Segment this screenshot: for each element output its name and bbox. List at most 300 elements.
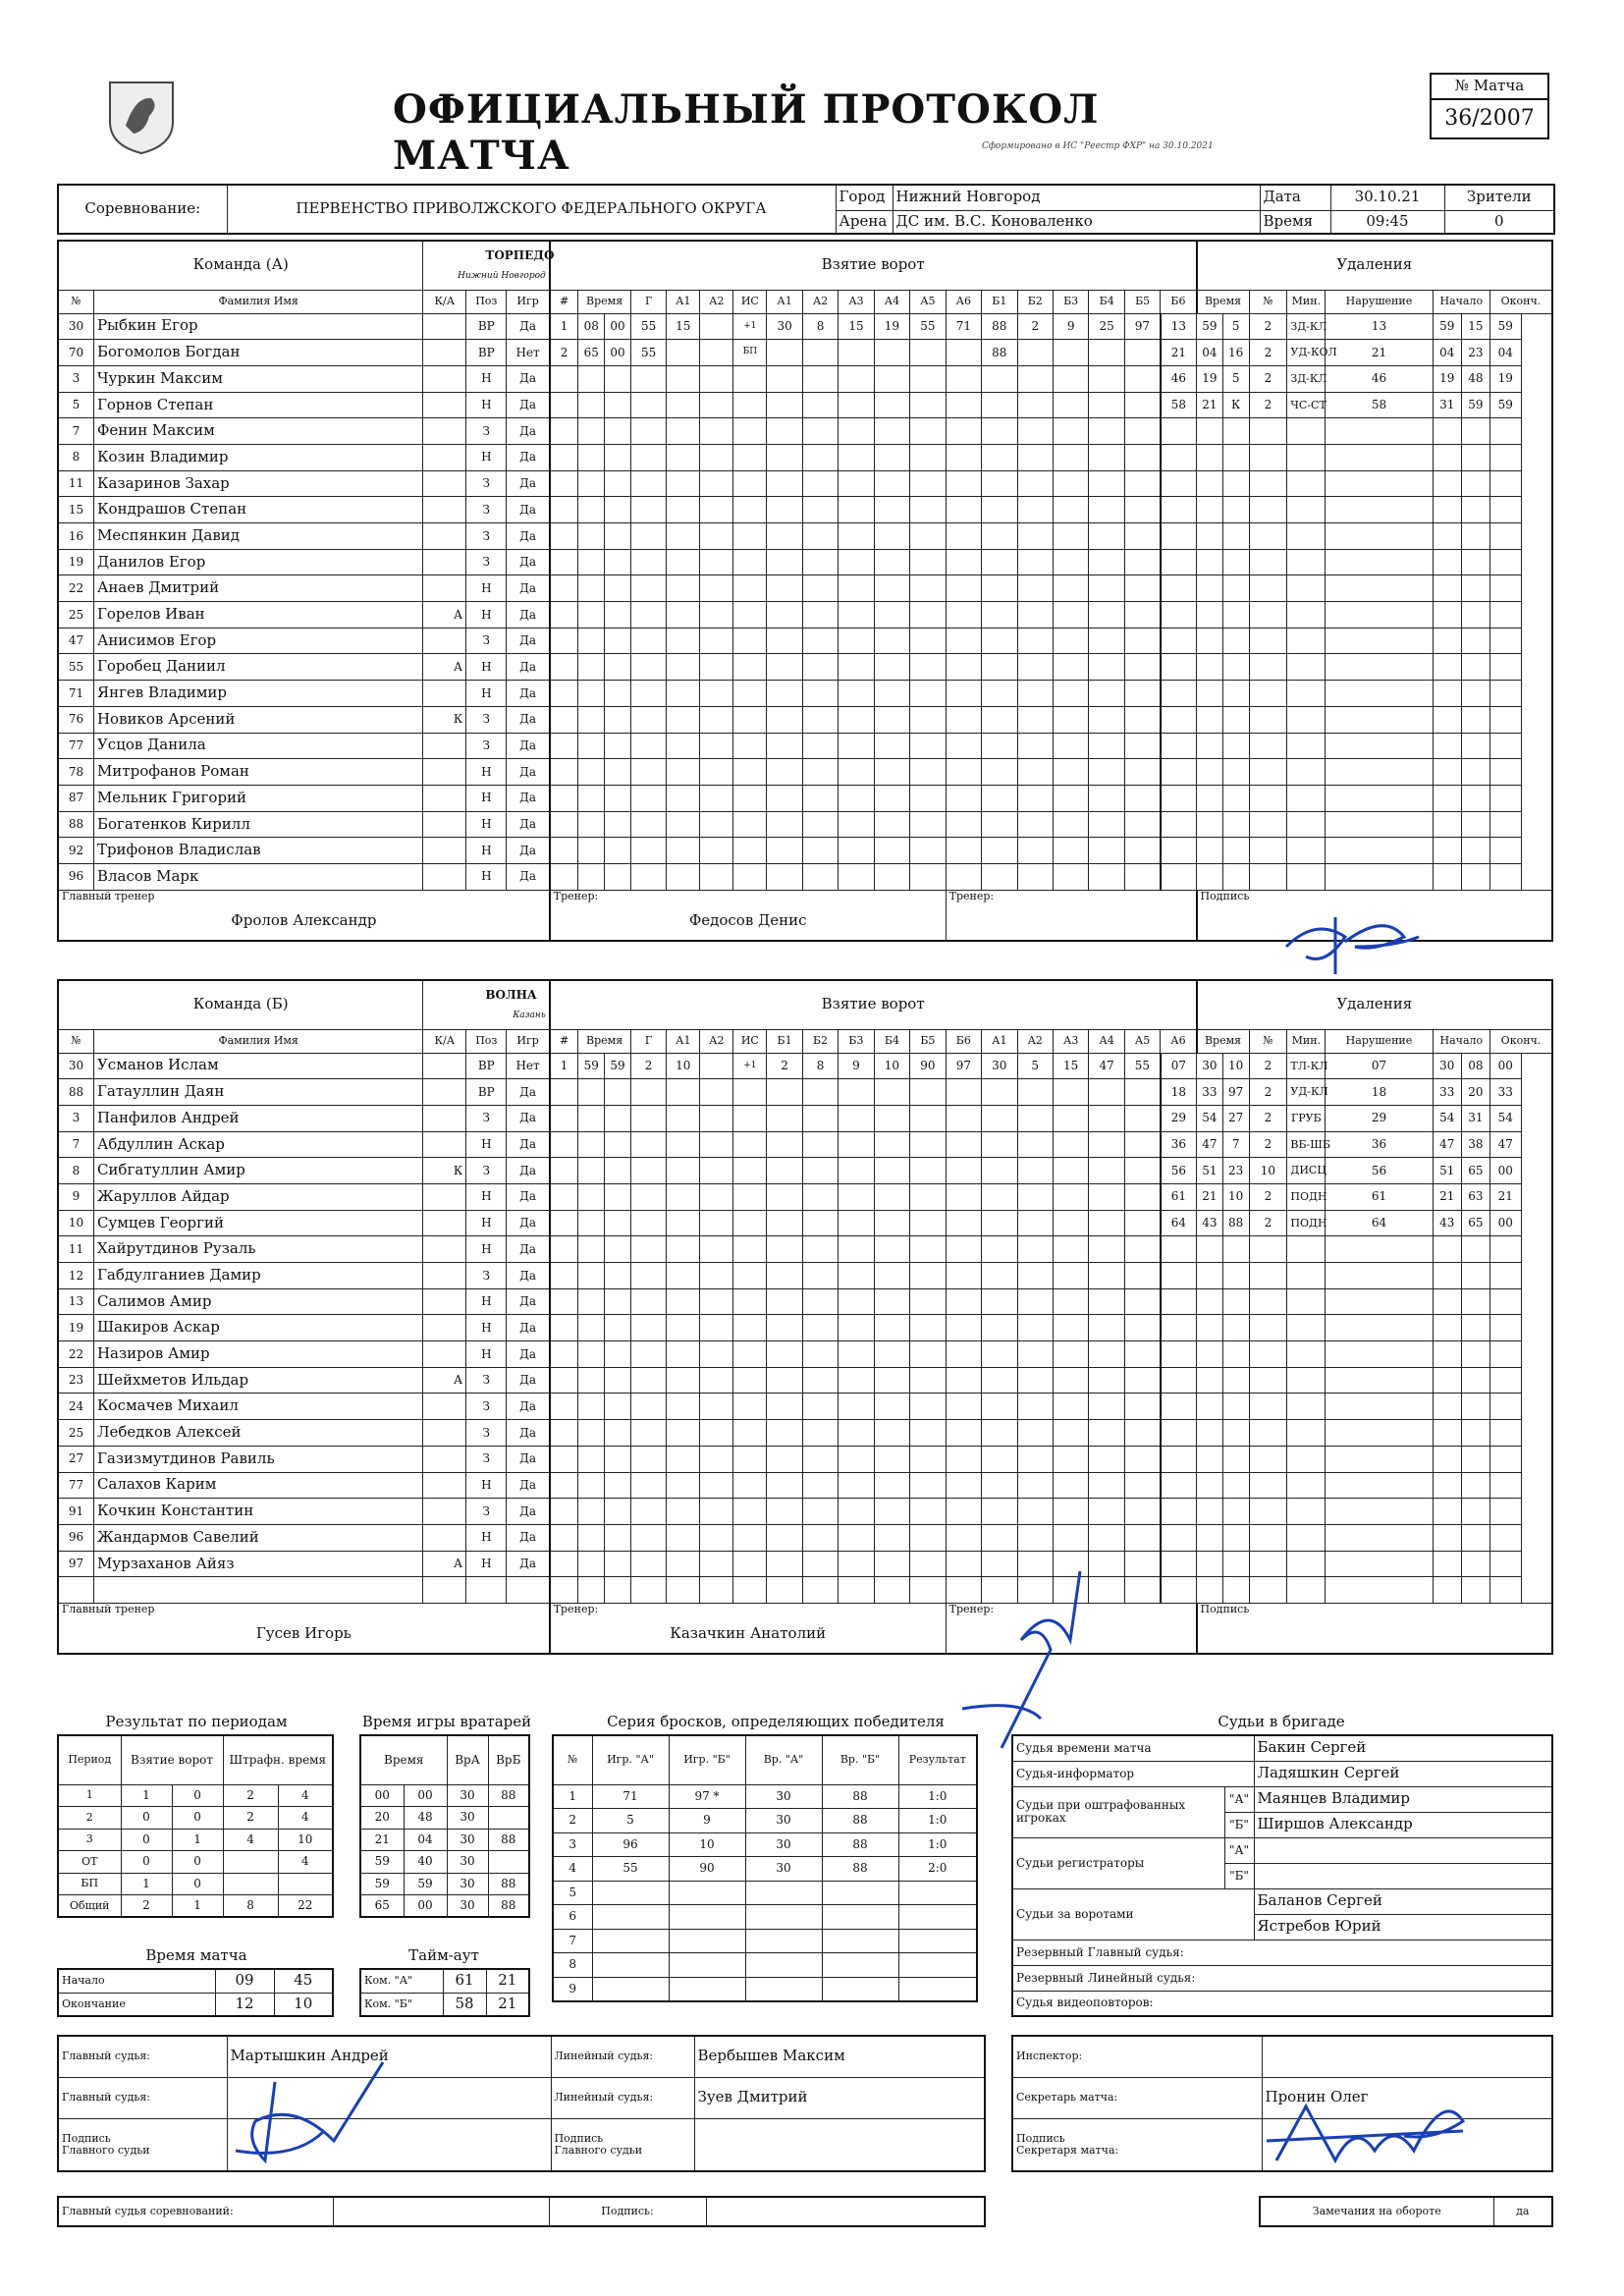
teamB-pen12-6	[1433, 1367, 1461, 1394]
teamA-g14-17	[1124, 681, 1160, 707]
gk-2-1: 04	[404, 1829, 447, 1851]
teamA-g16-4	[667, 733, 700, 759]
teamA-pen0-6: 59	[1433, 313, 1461, 340]
teamA-g17-16	[1089, 759, 1124, 786]
teamA-pen15-0	[1161, 706, 1197, 733]
teamA-g19-14	[1017, 811, 1053, 838]
teamA-g4-15	[1053, 418, 1088, 445]
teamA-g0-4: 15	[667, 313, 700, 340]
teamA-g6-9	[839, 470, 874, 497]
teamB-g16-15	[1053, 1472, 1088, 1499]
teamB-g10-10	[874, 1315, 909, 1341]
teamA-g0-6: +1	[733, 313, 767, 340]
teamB-g19-17	[1124, 1551, 1160, 1577]
teamA-g19-2	[605, 811, 631, 838]
teamA-p14-name: Янгев Владимир	[93, 681, 422, 707]
teamB-g5-5	[700, 1183, 733, 1210]
teamA-g4-9	[839, 418, 874, 445]
teamB-pen10-1	[1197, 1315, 1223, 1341]
teamA-pen19-1	[1197, 811, 1223, 838]
teamA-p10-num: 22	[58, 575, 93, 602]
table-row	[58, 628, 1552, 654]
shootout-1-2: 9	[669, 1809, 745, 1833]
teamA-g18-6	[733, 785, 767, 811]
teamB-pen5-0: 61	[1161, 1183, 1197, 1210]
teamB-pen14-8	[1489, 1420, 1521, 1447]
teamB-p1-num: 88	[58, 1079, 93, 1106]
teamA-g1-13: 88	[982, 340, 1017, 366]
teamB-g8-2	[605, 1263, 631, 1289]
teamB-pen1-6: 33	[1433, 1079, 1461, 1106]
teamB-p0-pos: ВР	[466, 1053, 507, 1079]
teamA-g13-17	[1124, 654, 1160, 681]
teamA-g5-13	[982, 444, 1017, 470]
teamB-g11-1	[578, 1341, 605, 1368]
teamB-pen14-6	[1433, 1420, 1461, 1447]
shootout-1-4: 88	[822, 1809, 898, 1833]
teamB-pen16-5	[1326, 1472, 1433, 1499]
table-row	[58, 1551, 1552, 1577]
gk-3-2: 30	[447, 1851, 488, 1874]
teamB-g9-10	[874, 1288, 909, 1315]
shootout-2-4: 88	[822, 1832, 898, 1857]
teamA-g12-10	[874, 628, 909, 654]
teamA-p13-igr: Да	[507, 654, 550, 681]
teamA-g18-1	[578, 785, 605, 811]
teamA-g2-15	[1053, 365, 1088, 392]
teamA-g15-15	[1053, 706, 1088, 733]
teamA-g21-17	[1124, 863, 1160, 890]
teamA-g13-15	[1053, 654, 1088, 681]
teamA-g13-6	[733, 654, 767, 681]
teamA-g9-11	[910, 549, 946, 575]
teamB-pen0-8: 00	[1489, 1053, 1521, 1079]
teamA-g19-8	[802, 811, 838, 838]
teamA-g4-13	[982, 418, 1017, 445]
teamB-h-oc11: А6	[1161, 1029, 1197, 1053]
periods-h-period: Период	[58, 1735, 121, 1784]
teamA-g16-16	[1089, 733, 1124, 759]
teamB-g11-14	[1017, 1341, 1053, 1368]
shootout-3-0: 4	[553, 1857, 592, 1882]
table-row	[58, 1499, 1552, 1525]
timeout-b-s: 21	[486, 1993, 529, 2016]
gk-5-3: 88	[488, 1895, 529, 1918]
teamA-g0-17: 97	[1124, 313, 1160, 340]
teamA-g9-2	[605, 549, 631, 575]
teamA-g20-15	[1053, 838, 1088, 864]
teamB-p15-pos: З	[466, 1446, 507, 1472]
teamA-h-p0: Время	[1197, 290, 1249, 313]
shootout-h-3: Вр. "А"	[745, 1735, 822, 1784]
teamA-h-oc8: Б3	[1053, 290, 1088, 313]
teamB-pen10-4	[1287, 1315, 1326, 1341]
teamA-g12-17	[1124, 628, 1160, 654]
teamA-g7-11	[910, 497, 946, 523]
teamB-p18-name: Жандармов Савелий	[93, 1524, 422, 1551]
teamB-g12-6	[733, 1367, 767, 1394]
teamB-pen20-4	[1287, 1577, 1326, 1604]
teamB-g7-7	[767, 1236, 802, 1263]
teamA-g15-13	[982, 706, 1017, 733]
teamA-g19-13	[982, 811, 1017, 838]
teamA-g21-15	[1053, 863, 1088, 890]
teamB-pen2-7: 31	[1461, 1105, 1489, 1131]
teamA-g7-17	[1124, 497, 1160, 523]
teamB-g6-9	[839, 1210, 874, 1236]
teamB-pen6-6: 43	[1433, 1210, 1461, 1236]
teamB-p12-igr: Да	[507, 1367, 550, 1394]
period-0-4: 4	[278, 1784, 333, 1807]
table-row	[553, 1857, 977, 1882]
teamA-p4-num: 7	[58, 418, 93, 445]
teamB-g18-17	[1124, 1524, 1160, 1551]
teamA-g18-15	[1053, 785, 1088, 811]
teamA-g9-9	[839, 549, 874, 575]
teamB-g13-17	[1124, 1394, 1160, 1420]
teamA-p15-name: Новиков Арсений	[93, 706, 422, 733]
teamA-pen14-7	[1461, 681, 1489, 707]
teamA-g21-1	[578, 863, 605, 890]
teamB-pen13-7	[1461, 1394, 1489, 1420]
teamA-pen6-4	[1287, 470, 1326, 497]
teamB-g2-6	[733, 1105, 767, 1131]
teamA-p7-pos: З	[466, 497, 507, 523]
main-ref-sign-2	[694, 2118, 985, 2171]
teamA-pen9-6	[1433, 549, 1461, 575]
teamB-pen7-7	[1461, 1236, 1489, 1263]
teamA-p18-num: 87	[58, 785, 93, 811]
teamB-g6-3	[630, 1210, 666, 1236]
teamB-g3-5	[700, 1131, 733, 1158]
teamA-g9-15	[1053, 549, 1088, 575]
teamB-h-oc8: А3	[1053, 1029, 1088, 1053]
shootout-6-3	[745, 1929, 822, 1953]
teamB-g6-0	[550, 1210, 578, 1236]
teamA-g8-5	[700, 523, 733, 550]
teamB-pen12-1	[1197, 1367, 1223, 1394]
gk-0-3: 88	[488, 1784, 529, 1807]
teamA-g9-3	[630, 549, 666, 575]
teamB-h-g2: Г	[630, 1029, 666, 1053]
teamB-g5-14	[1017, 1183, 1053, 1210]
teamB-pen11-7	[1461, 1341, 1489, 1368]
shootout-8-4	[822, 1977, 898, 2001]
secretary: Пронин Олег	[1262, 2077, 1552, 2118]
teamB-p7-num: 11	[58, 1236, 93, 1263]
teamB-g20-1	[578, 1577, 605, 1604]
teamB-pen7-2	[1222, 1236, 1249, 1263]
teamB-g13-0	[550, 1394, 578, 1420]
teamB-pen14-1	[1197, 1420, 1223, 1447]
teamA-pen10-3	[1249, 575, 1287, 602]
teamA-pen2-2: 5	[1222, 365, 1249, 392]
teamA-p9-name: Данилов Егор	[93, 549, 422, 575]
teamA-g8-7	[767, 523, 802, 550]
teamA-pen13-5	[1326, 654, 1433, 681]
teamA-g3-11	[910, 392, 946, 418]
teamA-name	[423, 241, 555, 290]
shootout-0-4: 88	[822, 1784, 898, 1809]
teamA-p16-name: Усцов Данила	[93, 733, 422, 759]
match-number: 36/2007	[1431, 99, 1548, 138]
teamB-p15-igr: Да	[507, 1446, 550, 1472]
teamB-g12-3	[630, 1367, 666, 1394]
teamA-g7-15	[1053, 497, 1088, 523]
teamA-p12-ka	[423, 628, 466, 654]
teamA-pen14-4	[1287, 681, 1326, 707]
teamA-p10-pos: Н	[466, 575, 507, 602]
teamA-h-oc0: А1	[767, 290, 802, 313]
teamA-pen9-0	[1161, 549, 1197, 575]
teamA-g1-6: БП	[733, 340, 767, 366]
teamB-sign-label: Подпись	[1200, 1602, 1250, 1615]
teamB-h-p0: Время	[1197, 1029, 1249, 1053]
penbox-b-tag: "Б"	[1224, 1812, 1254, 1837]
teamA-pen15-5	[1326, 706, 1433, 733]
teamB-pen16-2	[1222, 1472, 1249, 1499]
gk-2-0: 21	[360, 1829, 404, 1851]
teamB-p20-name	[93, 1577, 422, 1604]
teamB-pen1-4: УД-КЛ	[1287, 1079, 1326, 1106]
teamB-pen7-1	[1197, 1236, 1223, 1263]
teamA-p15-pos: З	[466, 706, 507, 733]
teamA-g11-11	[910, 602, 946, 629]
shootout-8-1	[592, 1977, 669, 2001]
periods-table	[57, 1734, 334, 1918]
teamB-g0-17: 55	[1124, 1053, 1160, 1079]
teamB-g14-16	[1089, 1420, 1124, 1447]
teamB-g5-10	[874, 1183, 909, 1210]
teamB-g10-2	[605, 1315, 631, 1341]
teamA-g7-7	[767, 497, 802, 523]
informer-label: Судья-информатор	[1012, 1761, 1254, 1786]
teamB-g1-16	[1089, 1079, 1124, 1106]
teamB-g10-11	[910, 1315, 946, 1341]
sign-sec-b: Секретаря матча:	[1016, 2143, 1119, 2157]
teamA-p12-igr: Да	[507, 628, 550, 654]
teamA-g6-1	[578, 470, 605, 497]
teamA-pen18-3	[1249, 785, 1287, 811]
teamB-g15-13	[982, 1446, 1017, 1472]
teamA-g9-5	[700, 549, 733, 575]
teamB-h-oc7: А2	[1017, 1029, 1053, 1053]
timeout-a-m: 61	[443, 1969, 486, 1993]
teamA-pen8-8	[1489, 523, 1521, 550]
teamB-g4-8	[802, 1158, 838, 1184]
teamB-g10-5	[700, 1315, 733, 1341]
teamA-pen9-4	[1287, 549, 1326, 575]
teamA-g3-10	[874, 392, 909, 418]
teamB-pen1-8: 33	[1489, 1079, 1521, 1106]
teamB-g2-5	[700, 1105, 733, 1131]
teamB-g18-1	[578, 1524, 605, 1551]
gk-2-3: 88	[488, 1829, 529, 1851]
teamB-coach1-label: Тренер:	[553, 1602, 599, 1615]
teamA-p21-igr: Да	[507, 863, 550, 890]
teamB-g15-10	[874, 1446, 909, 1472]
teamA-g9-16	[1089, 549, 1124, 575]
teamB-pen15-4	[1287, 1446, 1326, 1472]
teamB-h-g4: А2	[700, 1029, 733, 1053]
teamB-g16-12	[946, 1472, 981, 1499]
teamA-g9-0	[550, 549, 578, 575]
teamB-pen13-8	[1489, 1394, 1521, 1420]
period-0-2: 0	[172, 1784, 223, 1807]
teamA-g18-5	[700, 785, 733, 811]
teamB-p0-ka	[423, 1053, 466, 1079]
timekeeper-label: Судья времени матча	[1012, 1735, 1254, 1761]
teamB-g0-16: 47	[1089, 1053, 1124, 1079]
teamA-h-g2: Г	[630, 290, 666, 313]
teamB-p4-ka: К	[423, 1158, 466, 1184]
teamB-g11-12	[946, 1341, 981, 1368]
table-row	[58, 1079, 1552, 1106]
teamA-p10-igr: Да	[507, 575, 550, 602]
table-row	[58, 1367, 1552, 1394]
teamA-g15-17	[1124, 706, 1160, 733]
shootout-4-5	[898, 1881, 977, 1905]
teamB-g13-15	[1053, 1394, 1088, 1420]
teamB-p12-ka: А	[423, 1367, 466, 1394]
teamB-p17-ka	[423, 1499, 466, 1525]
teamA-pen12-7	[1461, 628, 1489, 654]
teamA-pen13-6	[1433, 654, 1461, 681]
teamA-pen6-1	[1197, 470, 1223, 497]
teamB-g12-5	[700, 1367, 733, 1394]
teamB-g6-2	[605, 1210, 631, 1236]
teamA-g21-2	[605, 863, 631, 890]
shootout-3-4: 88	[822, 1857, 898, 1882]
period-4-0: БП	[58, 1873, 121, 1895]
teamB-pen8-1	[1197, 1263, 1223, 1289]
teamA-pen17-8	[1489, 759, 1521, 786]
teamB-pen18-6	[1433, 1524, 1461, 1551]
teamB-g6-6	[733, 1210, 767, 1236]
teamB-g13-13	[982, 1394, 1017, 1420]
teamB-g5-6	[733, 1183, 767, 1210]
teamB-pen3-6: 47	[1433, 1131, 1461, 1158]
teamA-pen3-8: 59	[1489, 392, 1521, 418]
teamB-g17-13	[982, 1499, 1017, 1525]
teamB-name	[423, 980, 550, 1029]
teamA-g17-10	[874, 759, 909, 786]
spectators-label: Зрители	[1444, 185, 1554, 210]
teamB-g3-14	[1017, 1131, 1053, 1158]
teamA-pen18-5	[1326, 785, 1433, 811]
teamB-pen10-7	[1461, 1315, 1489, 1341]
teamA-pen0-8: 59	[1489, 313, 1521, 340]
teamA-g14-10	[874, 681, 909, 707]
teamB-pen13-3	[1249, 1394, 1287, 1420]
teamB-g1-2	[605, 1079, 631, 1106]
comp-ref-sign	[706, 2197, 985, 2226]
teamA-pen16-2	[1222, 733, 1249, 759]
teamA-pen6-2	[1222, 470, 1249, 497]
teamB-g7-14	[1017, 1236, 1053, 1263]
teamA-h-pos: Поз	[466, 290, 507, 313]
teamB-p5-name: Жаруллов Айдар	[93, 1183, 422, 1210]
main-ref-sign-label-2	[551, 2118, 694, 2171]
teamA-g21-8	[802, 863, 838, 890]
teamB-g15-16	[1089, 1446, 1124, 1472]
teamB-g8-7	[767, 1263, 802, 1289]
table-row	[58, 863, 1552, 890]
teamB-head-coach-cell	[58, 1603, 550, 1654]
teamB-g3-9	[839, 1131, 874, 1158]
teamB-p11-igr: Да	[507, 1341, 550, 1368]
teamA-pen8-2	[1222, 523, 1249, 550]
periods-h-goals: Взятие ворот	[121, 1735, 223, 1784]
timeout-a-label: Ком. "А"	[360, 1969, 443, 1993]
teamA-pen7-8	[1489, 497, 1521, 523]
teamA-pen12-2	[1222, 628, 1249, 654]
teamA-g13-7	[767, 654, 802, 681]
teamA-pen6-8	[1489, 470, 1521, 497]
teamB-team-city: Казань	[513, 1010, 546, 1020]
teamA-g1-17	[1124, 340, 1160, 366]
main-referee-signature	[216, 2043, 412, 2180]
teamB-coach1: Казачкин Анатолий	[670, 1624, 827, 1643]
teamB-g10-14	[1017, 1315, 1053, 1341]
teamA-h-oc4: А5	[910, 290, 946, 313]
teamB-g1-0	[550, 1079, 578, 1106]
teamA-g18-16	[1089, 785, 1124, 811]
table-row	[360, 1895, 529, 1918]
teamA-pen8-3	[1249, 523, 1287, 550]
teamB-g10-13	[982, 1315, 1017, 1341]
teamB-pen1-1: 33	[1197, 1079, 1223, 1106]
teamB-g14-15	[1053, 1420, 1088, 1447]
teamA-g2-8	[802, 365, 838, 392]
teamA-pen5-3	[1249, 444, 1287, 470]
teamA-g6-6	[733, 470, 767, 497]
teamA-pen17-2	[1222, 759, 1249, 786]
teamA-pen1-6: 04	[1433, 340, 1461, 366]
shootout-6-2	[669, 1929, 745, 1953]
coach-a-signature	[1276, 907, 1424, 976]
teamB-p9-num: 13	[58, 1288, 93, 1315]
teamB-g11-0	[550, 1341, 578, 1368]
teamB-g6-15	[1053, 1210, 1088, 1236]
teamA-g1-9	[839, 340, 874, 366]
teamB-g16-10	[874, 1472, 909, 1499]
teamB-g15-3	[630, 1446, 666, 1472]
teamA-g21-12	[946, 863, 981, 890]
period-5-4: 22	[278, 1895, 333, 1918]
teamB-g14-11	[910, 1420, 946, 1447]
teamB-pen15-7	[1461, 1446, 1489, 1472]
teamA-g16-6	[733, 733, 767, 759]
teamA-pen16-6	[1433, 733, 1461, 759]
teamA-p8-name: Меспянкин Давид	[93, 523, 422, 550]
teamA-p10-ka	[423, 575, 466, 602]
teamA-g16-3	[630, 733, 666, 759]
teamB-g2-13	[982, 1105, 1017, 1131]
teamA-pen20-6	[1433, 838, 1461, 864]
table-row	[58, 706, 1552, 733]
teamA-g2-10	[874, 365, 909, 392]
teamA-p17-pos: Н	[466, 759, 507, 786]
teamA-g0-13: 88	[982, 313, 1017, 340]
teamB-pen2-2: 27	[1222, 1105, 1249, 1131]
teamB-g16-11	[910, 1472, 946, 1499]
teamA-g4-6	[733, 418, 767, 445]
teamA-p21-num: 96	[58, 863, 93, 890]
teamB-pen11-0	[1161, 1341, 1197, 1368]
teamB-g9-8	[802, 1288, 838, 1315]
period-1-0: 2	[58, 1807, 121, 1830]
